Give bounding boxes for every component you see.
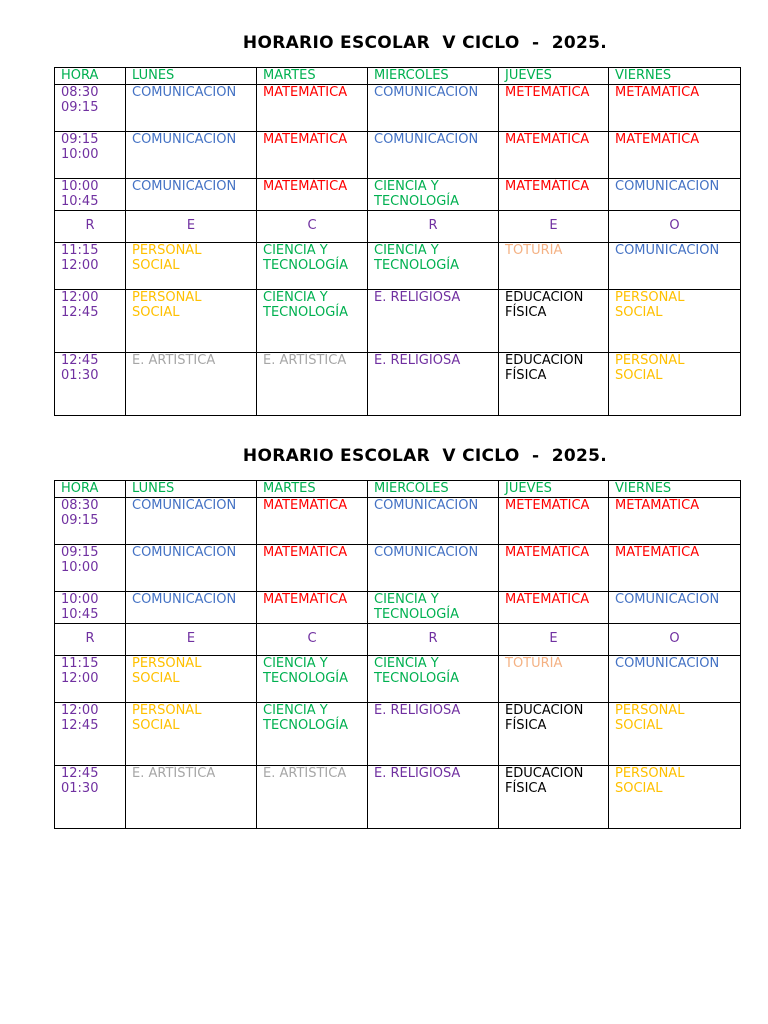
subject-cell xyxy=(499,702,609,765)
cell-line: COMUNICACIÓN xyxy=(132,591,237,607)
schedule-body xyxy=(55,68,741,416)
cell-line: PERSONAL xyxy=(615,352,685,368)
subject-cell xyxy=(257,591,368,623)
cell-line: CIENCIA Y xyxy=(263,655,328,671)
recess-letter: E xyxy=(499,210,609,242)
cell-line: 08:30 xyxy=(61,84,99,100)
cell-line: 12:45 xyxy=(61,305,99,320)
header-cell: LUNES xyxy=(126,481,257,498)
cell-line: E. ARTÍSTICA xyxy=(263,352,347,368)
time-cell xyxy=(55,655,126,702)
time-cell xyxy=(55,765,126,828)
cell-line: 09:15 xyxy=(61,131,99,147)
cell-line: COMUNICACIÓN xyxy=(132,497,237,513)
header-cell: JUEVES xyxy=(499,68,609,85)
subject-cell xyxy=(368,765,499,828)
cell-line: CIENCIA Y xyxy=(374,242,439,258)
cell-line: TECNOLOGÍA xyxy=(374,258,460,273)
subject-cell xyxy=(126,178,257,210)
subject-cell xyxy=(126,242,257,289)
subject-cell xyxy=(609,544,741,591)
cell-line: MATEMÁTICA xyxy=(263,178,348,194)
table-row xyxy=(55,131,741,178)
cell-line: 12:00 xyxy=(61,671,99,686)
cell-line: CIENCIA Y xyxy=(374,591,439,607)
cell-line: FÍSICA xyxy=(505,718,547,733)
time-cell xyxy=(55,497,126,544)
cell-line: 10:45 xyxy=(61,607,99,622)
subject-cell xyxy=(499,497,609,544)
cell-line: E. RELIGIOSA xyxy=(374,289,461,305)
cell-line: PERSONAL xyxy=(615,702,685,718)
time-cell xyxy=(55,131,126,178)
cell-line: COMUNICACIÓN xyxy=(132,544,237,560)
subject-cell xyxy=(609,655,741,702)
recess-letter: R xyxy=(368,623,499,655)
subject-cell xyxy=(126,591,257,623)
cell-line: PERSONAL xyxy=(132,242,202,258)
subject-cell xyxy=(368,591,499,623)
cell-line: 12:00 xyxy=(61,702,99,718)
cell-line: TECNOLOGÍA xyxy=(263,671,349,686)
time-cell xyxy=(55,352,126,415)
cell-line: E. RELIGIOSA xyxy=(374,765,461,781)
subject-cell xyxy=(126,765,257,828)
table-row xyxy=(55,497,741,544)
cell-line: COMUNICACIÓN xyxy=(374,544,479,560)
subject-cell xyxy=(368,702,499,765)
table-row xyxy=(55,544,741,591)
subject-cell xyxy=(257,655,368,702)
cell-line: TOTURÍA xyxy=(505,242,563,258)
schedule-body xyxy=(55,481,741,829)
cell-line: 09:15 xyxy=(61,513,99,528)
cell-line: 11:15 xyxy=(61,655,99,671)
cell-line: MATEMÁTICA xyxy=(505,131,590,147)
cell-line: 12:45 xyxy=(61,765,99,781)
cell-line: COMUNICACIÓN xyxy=(615,242,720,258)
cell-line: MATEMÁTICA xyxy=(505,178,590,194)
recess-letter: R xyxy=(55,210,126,242)
cell-line: 09:15 xyxy=(61,544,99,560)
subject-cell xyxy=(257,289,368,352)
header-cell: VIERNES xyxy=(609,68,741,85)
subject-cell xyxy=(499,765,609,828)
subject-cell xyxy=(257,497,368,544)
subject-cell xyxy=(257,352,368,415)
subject-cell xyxy=(257,242,368,289)
cell-line: TECNOLOGÍA xyxy=(374,607,460,622)
cell-line: MATEMÁTICA xyxy=(505,591,590,607)
cell-line: PERSONAL xyxy=(132,702,202,718)
table-row xyxy=(55,84,741,131)
subject-cell xyxy=(126,544,257,591)
cell-line: E. ARTÍSTICA xyxy=(263,765,347,781)
recess-letter: E xyxy=(126,623,257,655)
header-cell: VIERNES xyxy=(609,481,741,498)
time-cell xyxy=(55,242,126,289)
cell-line: MATEMÁTICA xyxy=(263,544,348,560)
recess-letter: R xyxy=(368,210,499,242)
header-row xyxy=(55,481,741,498)
cell-line: SOCIAL xyxy=(132,305,180,320)
subject-cell xyxy=(609,352,741,415)
subject-cell xyxy=(257,84,368,131)
time-cell xyxy=(55,84,126,131)
cell-line: TECNOLOGÍA xyxy=(374,194,460,209)
table-row xyxy=(55,591,741,623)
cell-line: METAMÁTICA xyxy=(615,84,700,100)
cell-line: METAMÁTICA xyxy=(615,497,700,513)
subject-cell xyxy=(499,655,609,702)
recess-letter: O xyxy=(609,623,741,655)
subject-cell xyxy=(499,544,609,591)
cell-line: 10:00 xyxy=(61,560,99,575)
cell-line: TECNOLOGÍA xyxy=(263,718,349,733)
cell-line: SOCIAL xyxy=(132,258,180,273)
cell-line: 08:30 xyxy=(61,497,99,513)
subject-cell xyxy=(499,242,609,289)
header-cell: MARTES xyxy=(257,481,368,498)
header-row xyxy=(55,68,741,85)
recess-letter: C xyxy=(257,210,368,242)
table-row xyxy=(55,765,741,828)
table-row xyxy=(55,289,741,352)
subject-cell xyxy=(257,131,368,178)
header-cell: MARTES xyxy=(257,68,368,85)
cell-line: SOCIAL xyxy=(132,671,180,686)
cell-line: 12:45 xyxy=(61,718,99,733)
subject-cell xyxy=(609,84,741,131)
time-cell xyxy=(55,178,126,210)
subject-cell xyxy=(368,242,499,289)
table-row xyxy=(55,242,741,289)
cell-line: PERSONAL xyxy=(615,765,685,781)
subject-cell xyxy=(499,131,609,178)
cell-line: COMUNICACIÓN xyxy=(615,178,720,194)
subject-cell xyxy=(126,84,257,131)
cell-line: FÍSICA xyxy=(505,781,547,796)
cell-line: 10:00 xyxy=(61,591,99,607)
subject-cell xyxy=(499,352,609,415)
header-cell: HORA xyxy=(55,481,126,498)
time-cell xyxy=(55,702,126,765)
subject-cell xyxy=(257,544,368,591)
subject-cell xyxy=(368,178,499,210)
time-cell xyxy=(55,591,126,623)
cell-line: FÍSICA xyxy=(505,305,547,320)
subject-cell xyxy=(126,289,257,352)
cell-line: E. ARTÍSTICA xyxy=(132,352,216,368)
cell-line: MATEMÁTICA xyxy=(263,131,348,147)
recess-letter: E xyxy=(126,210,257,242)
cell-line: MATEMÁTICA xyxy=(263,497,348,513)
subject-cell xyxy=(609,591,741,623)
cell-line: EDUCACIÓN xyxy=(505,289,584,305)
cell-line: E. ARTÍSTICA xyxy=(132,765,216,781)
schedule-table xyxy=(54,480,741,829)
cell-line: CIENCIA Y xyxy=(263,242,328,258)
subject-cell xyxy=(609,289,741,352)
cell-line: EDUCACIÓN xyxy=(505,352,584,368)
subject-cell xyxy=(368,131,499,178)
cell-line: 10:00 xyxy=(61,147,99,162)
cell-line: TECNOLOGÍA xyxy=(374,671,460,686)
subject-cell xyxy=(368,84,499,131)
cell-line: METEMÁTICA xyxy=(505,84,590,100)
cell-line: CIENCIA Y xyxy=(374,655,439,671)
subject-cell xyxy=(609,131,741,178)
cell-line: CIENCIA Y xyxy=(374,178,439,194)
cell-line: COMUNICACIÓN xyxy=(132,131,237,147)
cell-line: MATEMÁTICA xyxy=(615,131,700,147)
cell-line: COMUNICACIÓN xyxy=(615,655,720,671)
subject-cell xyxy=(126,131,257,178)
cell-line: PERSONAL xyxy=(132,289,202,305)
header-cell: HORA xyxy=(55,68,126,85)
subject-cell xyxy=(499,591,609,623)
recess-row xyxy=(55,623,741,655)
cell-line: 10:00 xyxy=(61,178,99,194)
subject-cell xyxy=(257,765,368,828)
recess-letter: E xyxy=(499,623,609,655)
subject-cell xyxy=(368,544,499,591)
subject-cell xyxy=(126,655,257,702)
recess-row xyxy=(55,210,741,242)
subject-cell xyxy=(368,289,499,352)
cell-line: E. RELIGIOSA xyxy=(374,352,461,368)
cell-line: EDUCACIÓN xyxy=(505,702,584,718)
cell-line: PERSONAL xyxy=(132,655,202,671)
time-cell xyxy=(55,289,126,352)
table-row xyxy=(55,352,741,415)
subject-cell xyxy=(609,702,741,765)
cell-line: EDUCACIÓN xyxy=(505,765,584,781)
cell-line: 01:30 xyxy=(61,781,99,796)
cell-line: 12:45 xyxy=(61,352,99,368)
cell-line: E. RELIGIOSA xyxy=(374,702,461,718)
subject-cell xyxy=(126,702,257,765)
cell-line: MATEMÁTICA xyxy=(263,591,348,607)
cell-line: PERSONAL xyxy=(615,289,685,305)
cell-line: 10:45 xyxy=(61,194,99,209)
recess-letter: C xyxy=(257,623,368,655)
subject-cell xyxy=(499,289,609,352)
cell-line: COMUNICACIÓN xyxy=(132,84,237,100)
table-row xyxy=(55,702,741,765)
cell-line: SOCIAL xyxy=(615,718,663,733)
cell-line: TOTURÍA xyxy=(505,655,563,671)
cell-line: 12:00 xyxy=(61,289,99,305)
time-cell xyxy=(55,544,126,591)
cell-line: 01:30 xyxy=(61,368,99,383)
cell-line: MATEMÁTICA xyxy=(263,84,348,100)
cell-line: CIENCIA Y xyxy=(263,289,328,305)
cell-line: COMUNICACIÓN xyxy=(615,591,720,607)
header-cell: MIERCOLES xyxy=(368,481,499,498)
cell-line: SOCIAL xyxy=(615,368,663,383)
subject-cell xyxy=(368,655,499,702)
cell-line: COMUNICACIÓN xyxy=(374,84,479,100)
subject-cell xyxy=(257,178,368,210)
subject-cell xyxy=(257,702,368,765)
table-row xyxy=(55,178,741,210)
subject-cell xyxy=(499,84,609,131)
cell-line: 11:15 xyxy=(61,242,99,258)
cell-line: FÍSICA xyxy=(505,368,547,383)
cell-line: 12:00 xyxy=(61,258,99,273)
table-row xyxy=(55,655,741,702)
subject-cell xyxy=(499,178,609,210)
cell-line: COMUNICACIÓN xyxy=(374,497,479,513)
cell-line: COMUNICACIÓN xyxy=(132,178,237,194)
subject-cell xyxy=(609,497,741,544)
cell-line: SOCIAL xyxy=(615,305,663,320)
schedule-table xyxy=(54,67,741,416)
subject-cell xyxy=(368,352,499,415)
subject-cell xyxy=(126,497,257,544)
subject-cell xyxy=(609,242,741,289)
cell-line: COMUNICACIÓN xyxy=(374,131,479,147)
subject-cell xyxy=(609,178,741,210)
header-cell: MIERCOLES xyxy=(368,68,499,85)
subject-cell xyxy=(609,765,741,828)
subject-cell xyxy=(368,497,499,544)
cell-line: SOCIAL xyxy=(132,718,180,733)
cell-line: CIENCIA Y xyxy=(263,702,328,718)
cell-line: SOCIAL xyxy=(615,781,663,796)
cell-line: TECNOLOGÍA xyxy=(263,305,349,320)
recess-letter: O xyxy=(609,210,741,242)
cell-line: METEMÁTICA xyxy=(505,497,590,513)
header-cell: LUNES xyxy=(126,68,257,85)
cell-line: TECNOLOGÍA xyxy=(263,258,349,273)
subject-cell xyxy=(126,352,257,415)
schedule-title: HORARIO ESCOLAR V CICLO - 2025. xyxy=(242,33,608,53)
recess-letter: R xyxy=(55,623,126,655)
schedule-title: HORARIO ESCOLAR V CICLO - 2025. xyxy=(242,446,608,466)
cell-line: 09:15 xyxy=(61,100,99,115)
cell-line: MATEMÁTICA xyxy=(505,544,590,560)
cell-line: MATEMÁTICA xyxy=(615,544,700,560)
header-cell: JUEVES xyxy=(499,481,609,498)
